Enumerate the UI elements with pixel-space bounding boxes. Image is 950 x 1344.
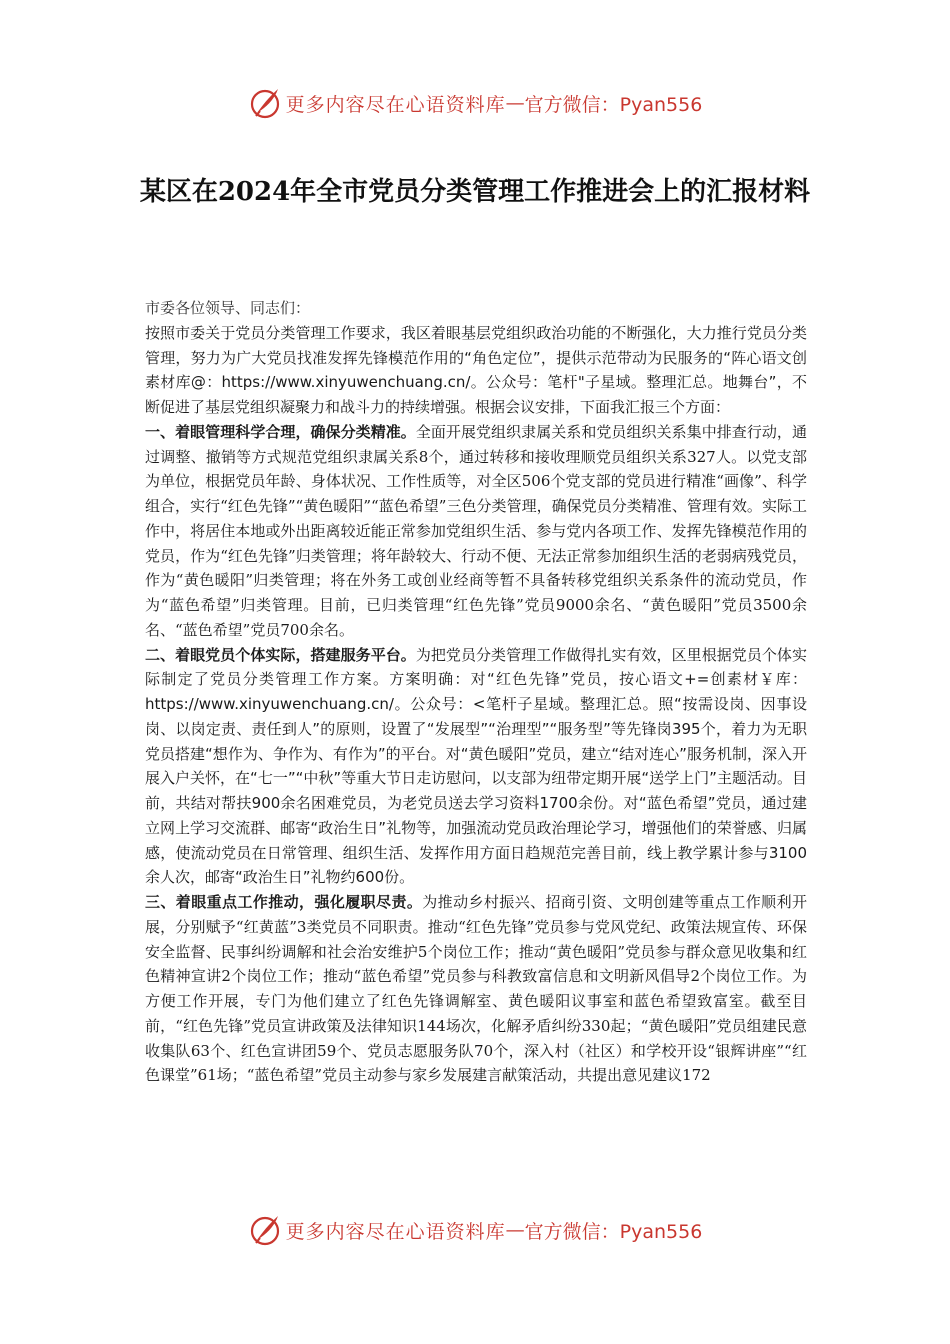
document-body [145, 296, 807, 1088]
header-watermark-banner [0, 83, 950, 123]
section-3-heading: 三、着眼重点工作推动，强化履职尽责。 [145, 893, 423, 911]
banner-contact: 官方微信：Pyan556 [524, 1220, 703, 1243]
section-3-body: 为推动乡村振兴、招商引资、文明创建等重点工作顺利开展，分别赋予“红黄蓝”3类党员不同职责。推动“红色先锋”党员参与党风党纪、政策法规宣传、环保安全监督、民事纠纷调解和社会治安维护5个岗位工作；推动“黄色暖阳”党员参与群众意见收集和红色精神宣讲2个岗位工作；推动“蓝色希望”党员参与科教致富信息和文明新风倡导2个岗位工作。为方便工作开展，专门为他们建立了红色先锋调解室、黄色暖阳议事室和蓝色希望致富室。截至目前，“红色先锋”党员宣讲政策及法律知识144场次，化解矛盾纠纷330起；“黄色暖阳”党员组建民意收集队63个、红色宣讲团59个、党员志愿服务队70个，深入村（社区）和学校开设“银辉讲座”“红色课堂”61场；“蓝色希望”党员主动参与家乡发展建言献策活动，共提出意见建议172 [145, 893, 807, 1085]
document-title: 某区在2024年全市党员分类管理工作推进会上的汇报材料 [139, 177, 811, 208]
banner-text: 更多内容尽在心语资料库 [285, 93, 506, 116]
section-2-heading: 二、着眼党员个体实际，搭建服务平台。 [145, 645, 416, 664]
section-1-body: 全面开展党组织隶属关系和党员组织关系集中排查行动，通过调整、撤销等方式规范党组织隶属关系8个，通过转移和接收理顺党员组织关系327人。以党支部为单位，根据党员年龄、身体状况、工作性质等，对全区506个党支部的党员进行精准“画像”、科学组合，实行“红色先锋”“黄色暖阳”“蓝色希望”三色分类管理，确保党员分类精准、管理有效。实际工作中，将居住本地或外出距离较近能正常参加党组织生活、参与党内各项工作、发挥先锋模范作用的党员，作为“红色先锋”归类管理；将年龄较大、行动不便、无法正常参加组织生活的老弱病残党员，作为“黄色暖阳”归类管理；将在外务工或创业经商等暂不具备转移党组织关系条件的流动党员，作为“蓝色希望”归类管理。目前，已归类管理“红色先锋”党员9000余名、“黄色暖阳”党员3500余名、“蓝色希望”党员700余名。 [145, 422, 807, 639]
intro-paragraph: 按照市委关于党员分类管理工作要求，我区着眼基层党组织政治功能的不断强化，大力推行党员分类管理，努力为广大党员找准发挥先锋模范作用的“角色定位”，提供示范带动为民服务的“阵心语文创素材库@：https://www.xinyuwenchuang.cn/。公众号：笔杆"子星域。整理汇总。地舞台”，不断促进了基层党组织凝聚力和战斗力的持续增强。根据会议安排，下面我汇报三个方面： [145, 323, 807, 416]
greeting: 市委各位领导、同志们： [145, 299, 311, 317]
banner-separator: — [505, 92, 525, 114]
section-3 [145, 890, 807, 1088]
banner-separator: — [505, 1219, 525, 1241]
quill-pen-circle-icon [248, 86, 282, 120]
footer-watermark-banner [0, 1210, 950, 1250]
section-1 [145, 420, 807, 643]
section-1-heading: 一、着眼管理科学合理，确保分类精准。 [145, 422, 416, 441]
section-2 [145, 643, 807, 891]
banner-text: 更多内容尽在心语资料库 [285, 1220, 506, 1243]
section-2-body: 为把党员分类管理工作做得扎实有效，区里根据党员个体实际制定了党员分类管理工作方案。方案明确：对“红色先锋”党员，按心语文+=创素材￥库：https://www.xinyuwenchuang.cn/。公众号：<笔杆子星域。整理汇总。照“按需设岗、因事设岗、以岗定责、责任到人”的原则，设置了“发展型”“治理型”“服务型”等先锋岗395个，着力为无职党员搭建“想作为、争作为、有作为”的平台。对“黄色暖阳”党员，建立“结对连心”服务机制，深入开展入户关怀，在“七一”“中秋”等重大节日走访慰问，以支部为纽带定期开展“送学上门”主题活动。目前，共结对帮扶900余名困难党员，为老党员送去学习资料1700余份。对“蓝色希望”党员，通过建立网上学习交流群、邮寄“政治生日”礼物等，加强流动党员政治理论学习，增强他们的荣誉感、归属感，使流动党员在日常管理、组织生活、发挥作用方面日趋规范完善目前，线上教学累计参与3100余人次，邮寄“政治生日”礼物约600份。 [145, 645, 807, 887]
quill-pen-circle-icon [248, 1213, 282, 1247]
banner-contact: 官方微信：Pyan556 [524, 93, 703, 116]
